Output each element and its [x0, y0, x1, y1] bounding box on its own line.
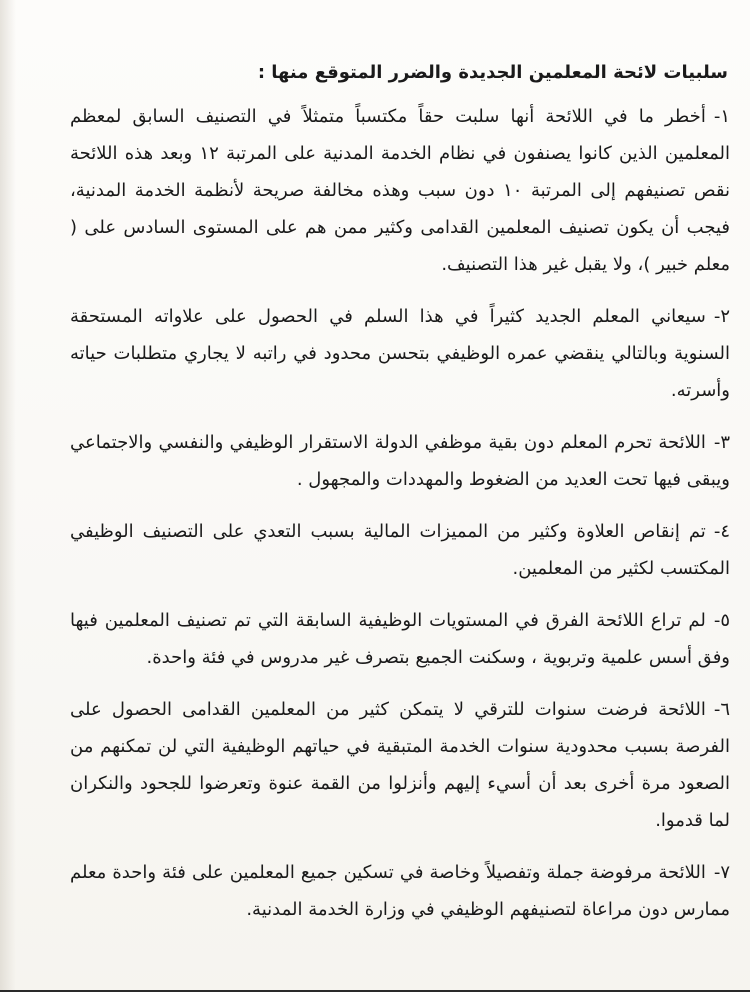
document-heading: سلبيات لائحة المعلمين الجديدة والضرر المتوقع منها : — [257, 62, 728, 83]
list-item-1 — [70, 98, 730, 283]
list-item-6 — [70, 691, 730, 839]
item-number: ٣- — [713, 432, 730, 453]
item-text: اللائحة فرضت سنوات للترقي لا يتمكن كثير من المعلمين القدامى الحصول على الفرصة بسبب محدودية سنوات الخدمة المتبقية في حياتهم الوظيفية التي لن تمكنهم من الصعود مرة أخرى بعد أن أسيء إليهم وأنزلوا من القمة عنوة وتعرضوا للجحود والنكران لما قدموا. — [70, 699, 730, 831]
page-edge-shadow — [0, 0, 16, 1001]
document-body — [70, 58, 730, 943]
item-text: اللائحة مرفوضة جملة وتفصيلاً وخاصة في تسكين جميع المعلمين على فئة واحدة معلم ممارس دون مراعاة لتصنيفهم الوظيفي في وزارة الخدمة المدنية. — [70, 862, 730, 920]
item-text: أخطر ما في اللائحة أنها سلبت حقاً مكتسباً متمثلاً في التصنيف السابق لمعظم المعلمين الذين كانوا يصنفون في نظام الخدمة المدنية على المرتبة ١٢ وبعد هذه اللائحة نقص تصنيفهم إلى المرتبة ١٠ دون سبب وهذه مخالفة صريحة لأنظمة الخدمة المدنية، فيجب أن يكون تصنيف المعلمين القدامى وكثير ممن هم على المستوى السادس على ( معلم خبير )، ولا يقبل غير هذا التصنيف. — [70, 106, 730, 275]
list-item-2 — [70, 298, 730, 409]
item-text: سيعاني المعلم الجديد كثيراً في هذا السلم في الحصول على علاواته المستحقة السنوية وبالتالي ينقضي عمره الوظيفي بتحسن محدود في راتبه لا يجاري متطلبات حياته وأسرته. — [70, 306, 730, 401]
item-text: لم تراع اللائحة الفرق في المستويات الوظيفية السابقة التي تم تصنيف المعلمين فيها وفق أسس علمية وتربوية ، وسكنت الجميع بتصرف غير مدروس في فئة واحدة. — [70, 610, 730, 668]
item-number: ٢- — [713, 306, 730, 327]
list-item-5 — [70, 602, 730, 676]
item-number: ٤- — [713, 521, 730, 542]
item-number: ٥- — [713, 610, 730, 631]
item-text: تم إنقاص العلاوة وكثير من المميزات المالية بسبب التعدي على التصنيف الوظيفي المكتسب لكثير من المعلمين. — [70, 521, 730, 579]
item-number: ١- — [713, 106, 730, 127]
list-item-4 — [70, 513, 730, 587]
list-item-7 — [70, 854, 730, 928]
item-number: ٧- — [713, 862, 730, 883]
item-number: ٦- — [713, 699, 730, 720]
list-item-3 — [70, 424, 730, 498]
page-bottom-edge — [0, 990, 750, 1003]
item-text: اللائحة تحرم المعلم دون بقية موظفي الدولة الاستقرار الوظيفي والنفسي والاجتماعي ويبقى فيها تحت العديد من الضغوط والمهددات والمجهول . — [70, 432, 730, 490]
